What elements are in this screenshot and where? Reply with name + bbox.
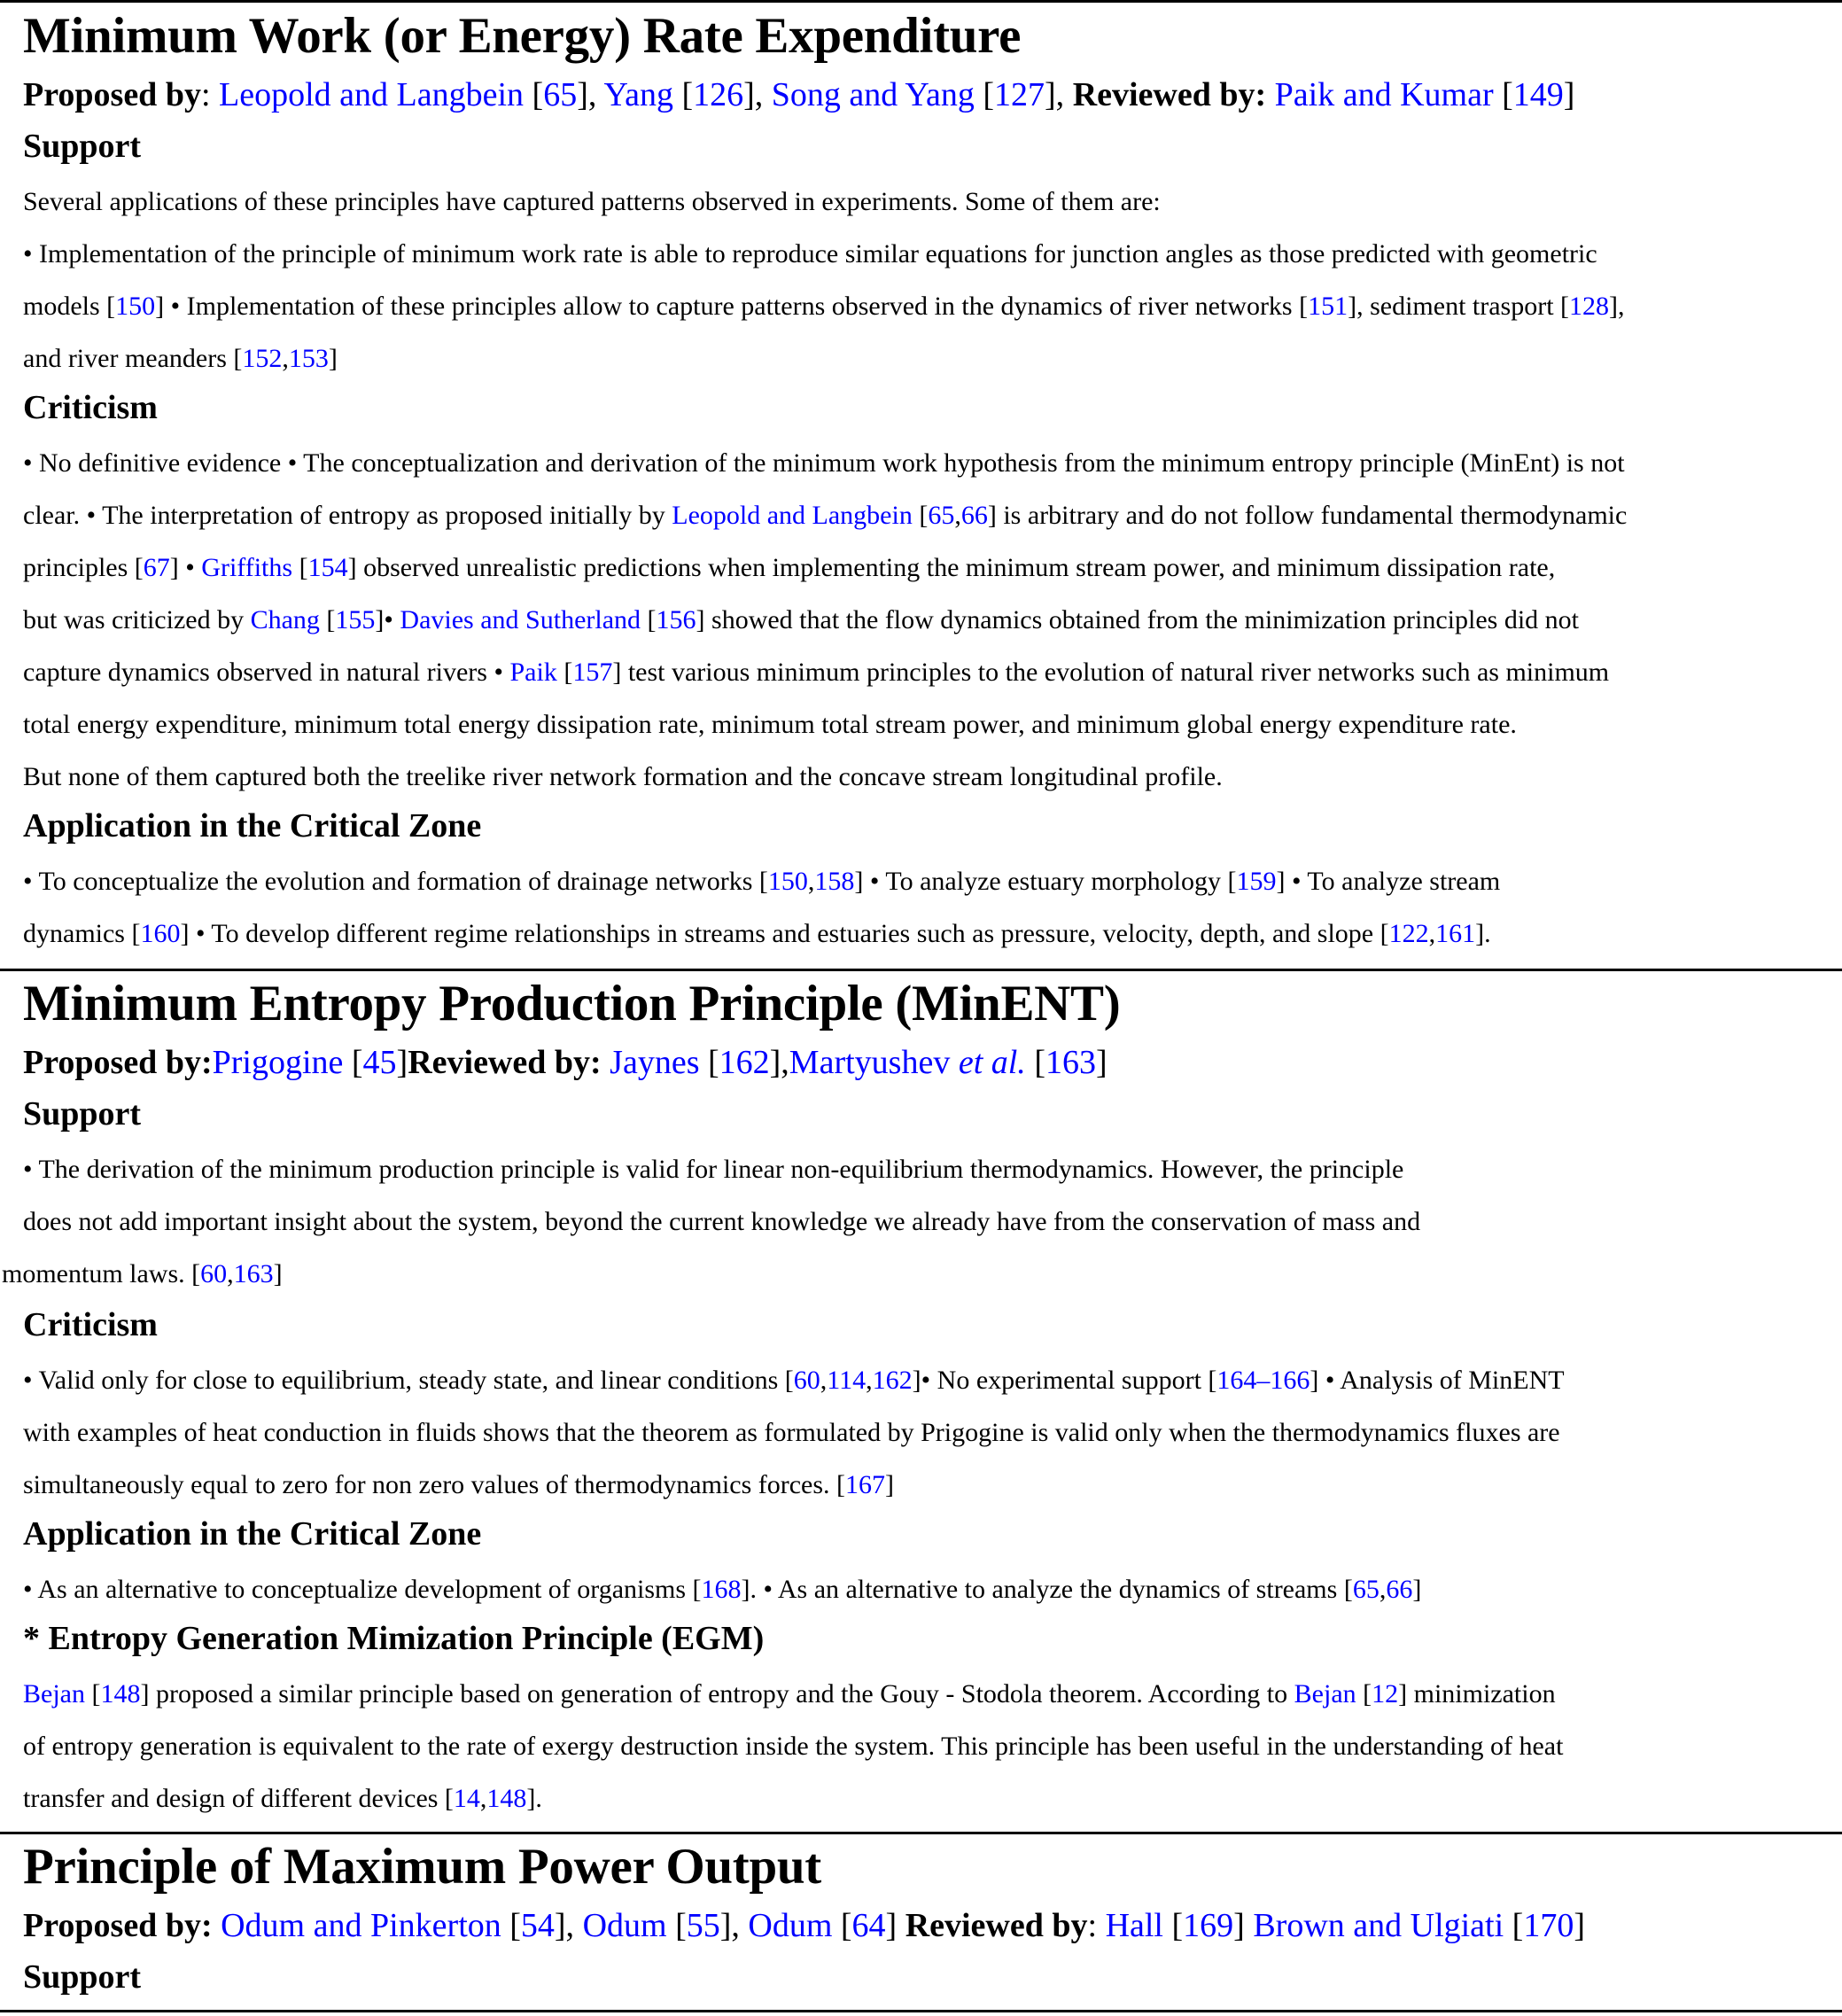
citation-link[interactable]: 54 bbox=[520, 1907, 555, 1944]
section-title-minimum-work: Minimum Work (or Energy) Rate Expenditure bbox=[23, 8, 1022, 64]
criticism-line: But none of them captured both the treelike river network formation and the concave stream longitudinal profile. bbox=[23, 762, 1223, 791]
citation-link[interactable]: 162 bbox=[719, 1044, 770, 1081]
citation-link[interactable]: 60 bbox=[200, 1259, 228, 1288]
citation-link[interactable]: 12 bbox=[1372, 1679, 1399, 1709]
author-link[interactable]: Song and Yang bbox=[771, 76, 975, 113]
support-line: does not add important insight about the system, beyond the current knowledge we already have from the conservation of mass and bbox=[23, 1207, 1421, 1236]
citation-link[interactable]: 170 bbox=[1523, 1907, 1574, 1944]
criticism-line: total energy expenditure, minimum total energy dissipation rate, minimum total stream power, and minimum global energy expenditure rate. bbox=[23, 710, 1517, 739]
colon: : bbox=[200, 76, 211, 113]
criticism-line: • No definitive evidence • The conceptualization and derivation of the minimum work hypothesis from the minimum entropy principle (MinEnt) is not bbox=[23, 448, 1625, 478]
author-link[interactable]: Brown and Ulgiati bbox=[1253, 1907, 1504, 1944]
criticism-line: with examples of heat conduction in fluids shows that the theorem as formulated by Prigogine is valid only when the thermodynamics fluxes are bbox=[23, 1418, 1560, 1447]
citation-link[interactable]: 65 bbox=[543, 76, 578, 113]
author-link[interactable]: Bejan bbox=[1294, 1679, 1356, 1709]
colon: : bbox=[1087, 1907, 1098, 1944]
support-heading: Support bbox=[23, 1958, 142, 1996]
application-heading: Application in the Critical Zone bbox=[23, 1515, 482, 1553]
support-line: models [150] • Implementation of these principles allow to capture patterns observed in the dynamics of river networks [151], sediment trasport [128], bbox=[23, 292, 1625, 321]
application-line: dynamics [160] • To develop different regime relationships in streams and estuaries such as pressure, velocity, depth, and slope [122,161]. bbox=[23, 919, 1491, 948]
citation-link[interactable]: 159 bbox=[1236, 867, 1277, 896]
citation-link[interactable]: 157 bbox=[572, 658, 613, 687]
egm-note-line: of entropy generation is equivalent to the rate of exergy destruction inside the system. This principle has been useful in the understanding of heat bbox=[23, 1732, 1564, 1761]
egm-note-line: Bejan [148] proposed a similar principle based on generation of entropy and the Gouy - Stodola theorem. According to Bejan [12] minimization bbox=[23, 1679, 1556, 1709]
section-title-minent: Minimum Entropy Production Principle (MinENT) bbox=[23, 976, 1121, 1031]
author-link[interactable]: Davies and Sutherland bbox=[400, 605, 641, 634]
criticism-line: capture dynamics observed in natural rivers • Paik [157] test various minimum principles to the evolution of natural river networks such as minimum bbox=[23, 658, 1610, 687]
author-link[interactable]: Hall bbox=[1105, 1907, 1163, 1944]
proposed-by-label: Proposed by: bbox=[23, 1907, 213, 1944]
criticism-heading: Criticism bbox=[23, 389, 158, 426]
section-divider-rule bbox=[0, 969, 1842, 971]
citation-link[interactable]: 45 bbox=[362, 1044, 397, 1081]
support-heading: Support bbox=[23, 128, 142, 165]
egm-note-line: transfer and design of different devices [14,148]. bbox=[23, 1784, 542, 1813]
citation-link[interactable]: 169 bbox=[1183, 1907, 1234, 1944]
citation-link[interactable]: 66 bbox=[960, 501, 988, 530]
proposed-reviewed-line-minent: Proposed by:Prigogine [45]Reviewed by: Jaynes [162],Martyushev et al. [163] bbox=[23, 1044, 1108, 1081]
citation-link[interactable]: 114 bbox=[827, 1366, 867, 1395]
citation-link[interactable]: 156 bbox=[656, 605, 696, 634]
author-link[interactable]: Odum bbox=[582, 1907, 667, 1944]
criticism-line: simultaneously equal to zero for non zero values of thermodynamics forces. [167] bbox=[23, 1470, 895, 1499]
criticism-line: clear. • The interpretation of entropy as proposed initially by Leopold and Langbein [65,66] is arbitrary and do not follow fundamental thermodynamic bbox=[23, 501, 1628, 530]
support-line: • The derivation of the minimum production principle is valid for linear non-equilibrium thermodynamics. However, the principle bbox=[23, 1155, 1404, 1184]
citation-link[interactable]: 127 bbox=[994, 76, 1045, 113]
support-line: and river meanders [152,153] bbox=[23, 344, 338, 373]
citation-link[interactable]: 163 bbox=[1045, 1044, 1096, 1081]
author-link[interactable]: Jaynes bbox=[610, 1044, 700, 1081]
criticism-line: but was criticized by Chang [155]• Davies and Sutherland [156] showed that the flow dynamics obtained from the minimization principles did not bbox=[23, 605, 1579, 634]
citation-link[interactable]: 160 bbox=[140, 919, 181, 948]
author-link[interactable]: Odum bbox=[748, 1907, 833, 1944]
citation-link[interactable]: 162 bbox=[872, 1366, 913, 1395]
citation-link[interactable]: 168 bbox=[701, 1575, 742, 1604]
citation-link[interactable]: 60 bbox=[793, 1366, 820, 1395]
egm-note-heading: * Entropy Generation Mimization Principle (EGM) bbox=[23, 1620, 765, 1657]
proposed-reviewed-line-maximum-power: Proposed by: Odum and Pinkerton [54], Odum [55], Odum [64] Reviewed by: Hall [169] Brown and Ulgiati [170] bbox=[23, 1907, 1585, 1944]
citation-link[interactable]: 55 bbox=[686, 1907, 720, 1944]
author-link[interactable]: Prigogine bbox=[212, 1044, 344, 1081]
citation-link[interactable]: 150 bbox=[767, 867, 808, 896]
author-link[interactable]: Griffiths bbox=[201, 553, 293, 582]
section-divider-rule bbox=[0, 1832, 1842, 1834]
citation-link[interactable]: 126 bbox=[693, 76, 744, 113]
citation-link[interactable]: 163 bbox=[233, 1259, 274, 1288]
author-link[interactable]: Paik bbox=[509, 658, 557, 687]
support-line: Several applications of these principles have captured patterns observed in experiments. Some of them are: bbox=[23, 187, 1161, 216]
proposed-by-label: Proposed by: bbox=[23, 1044, 213, 1081]
citation-link[interactable]: 67 bbox=[143, 553, 170, 582]
citation-link[interactable]: 154 bbox=[307, 553, 348, 582]
citation-link[interactable]: 14 bbox=[453, 1784, 480, 1813]
proposed-reviewed-line-minimum-work: Proposed by: Leopold and Langbein [65], Yang [126], Song and Yang [127], Reviewed by: Paik and Kumar [149] bbox=[23, 76, 1575, 113]
support-line: • Implementation of the principle of minimum work rate is able to reproduce similar equations for junction angles as those predicted with geometric bbox=[23, 239, 1597, 269]
citation-link[interactable]: 148 bbox=[100, 1679, 141, 1709]
citation-link[interactable]: 151 bbox=[1308, 292, 1348, 321]
author-link[interactable]: Martyushev bbox=[789, 1044, 951, 1081]
citation-link[interactable]: 164–166 bbox=[1216, 1366, 1310, 1395]
citation-link[interactable]: 161 bbox=[1435, 919, 1476, 948]
citation-link[interactable]: 148 bbox=[486, 1784, 527, 1813]
application-heading: Application in the Critical Zone bbox=[23, 807, 482, 845]
citation-link[interactable]: 122 bbox=[1388, 919, 1429, 948]
citation-link[interactable]: 153 bbox=[288, 344, 329, 373]
reviewed-by-label: Reviewed by: bbox=[408, 1044, 602, 1081]
criticism-line: principles [67] • Griffiths [154] observed unrealistic predictions when implementing the minimum stream power, and minimum dissipation rate, bbox=[23, 553, 1556, 582]
criticism-heading: Criticism bbox=[23, 1306, 158, 1343]
et-al-text[interactable]: et al. bbox=[958, 1044, 1026, 1081]
citation-link[interactable]: 128 bbox=[1569, 292, 1610, 321]
citation-link[interactable]: 155 bbox=[335, 605, 376, 634]
author-link[interactable]: Bejan bbox=[23, 1679, 85, 1709]
support-line: momentum laws. [60,163] bbox=[2, 1259, 283, 1288]
reviewed-by-label: Reviewed by bbox=[905, 1907, 1088, 1944]
citation-link[interactable]: 64 bbox=[851, 1907, 886, 1944]
citation-link[interactable]: 158 bbox=[814, 867, 855, 896]
citation-link[interactable]: 65 bbox=[928, 501, 955, 530]
citation-link[interactable]: 65 bbox=[1352, 1575, 1380, 1604]
author-link[interactable]: Leopold and Langbein bbox=[219, 76, 525, 113]
citation-link[interactable]: 150 bbox=[115, 292, 156, 321]
citation-link[interactable]: 149 bbox=[1512, 76, 1564, 113]
citation-link[interactable]: 66 bbox=[1386, 1575, 1413, 1604]
table-top-rule bbox=[0, 0, 1842, 3]
author-link[interactable]: Yang bbox=[603, 76, 673, 113]
citation-link[interactable]: 152 bbox=[242, 344, 283, 373]
table-bottom-rule bbox=[0, 2010, 1842, 2012]
application-line: • To conceptualize the evolution and formation of drainage networks [150,158] • To analyze estuary morphology [159] • To analyze stream bbox=[23, 867, 1501, 896]
application-line: • As an alternative to conceptualize development of organisms [168]. • As an alternative to analyze the dynamics of streams [65,66] bbox=[23, 1575, 1422, 1604]
author-link[interactable]: Chang bbox=[250, 605, 320, 634]
proposed-by-label: Proposed by bbox=[23, 76, 201, 113]
citation-link[interactable]: 167 bbox=[845, 1470, 886, 1499]
author-link[interactable]: Odum and Pinkerton bbox=[221, 1907, 501, 1944]
author-link[interactable]: Leopold and Langbein bbox=[672, 501, 913, 530]
criticism-line: • Valid only for close to equilibrium, steady state, and linear conditions [60,114,162]• No experimental support [164–166] • Analysis of MinENT bbox=[23, 1366, 1565, 1395]
section-title-maximum-power: Principle of Maximum Power Output bbox=[23, 1839, 821, 1895]
support-heading: Support bbox=[23, 1095, 142, 1133]
author-link[interactable]: Paik and Kumar bbox=[1274, 76, 1494, 113]
reviewed-by-label: Reviewed by: bbox=[1072, 76, 1267, 113]
